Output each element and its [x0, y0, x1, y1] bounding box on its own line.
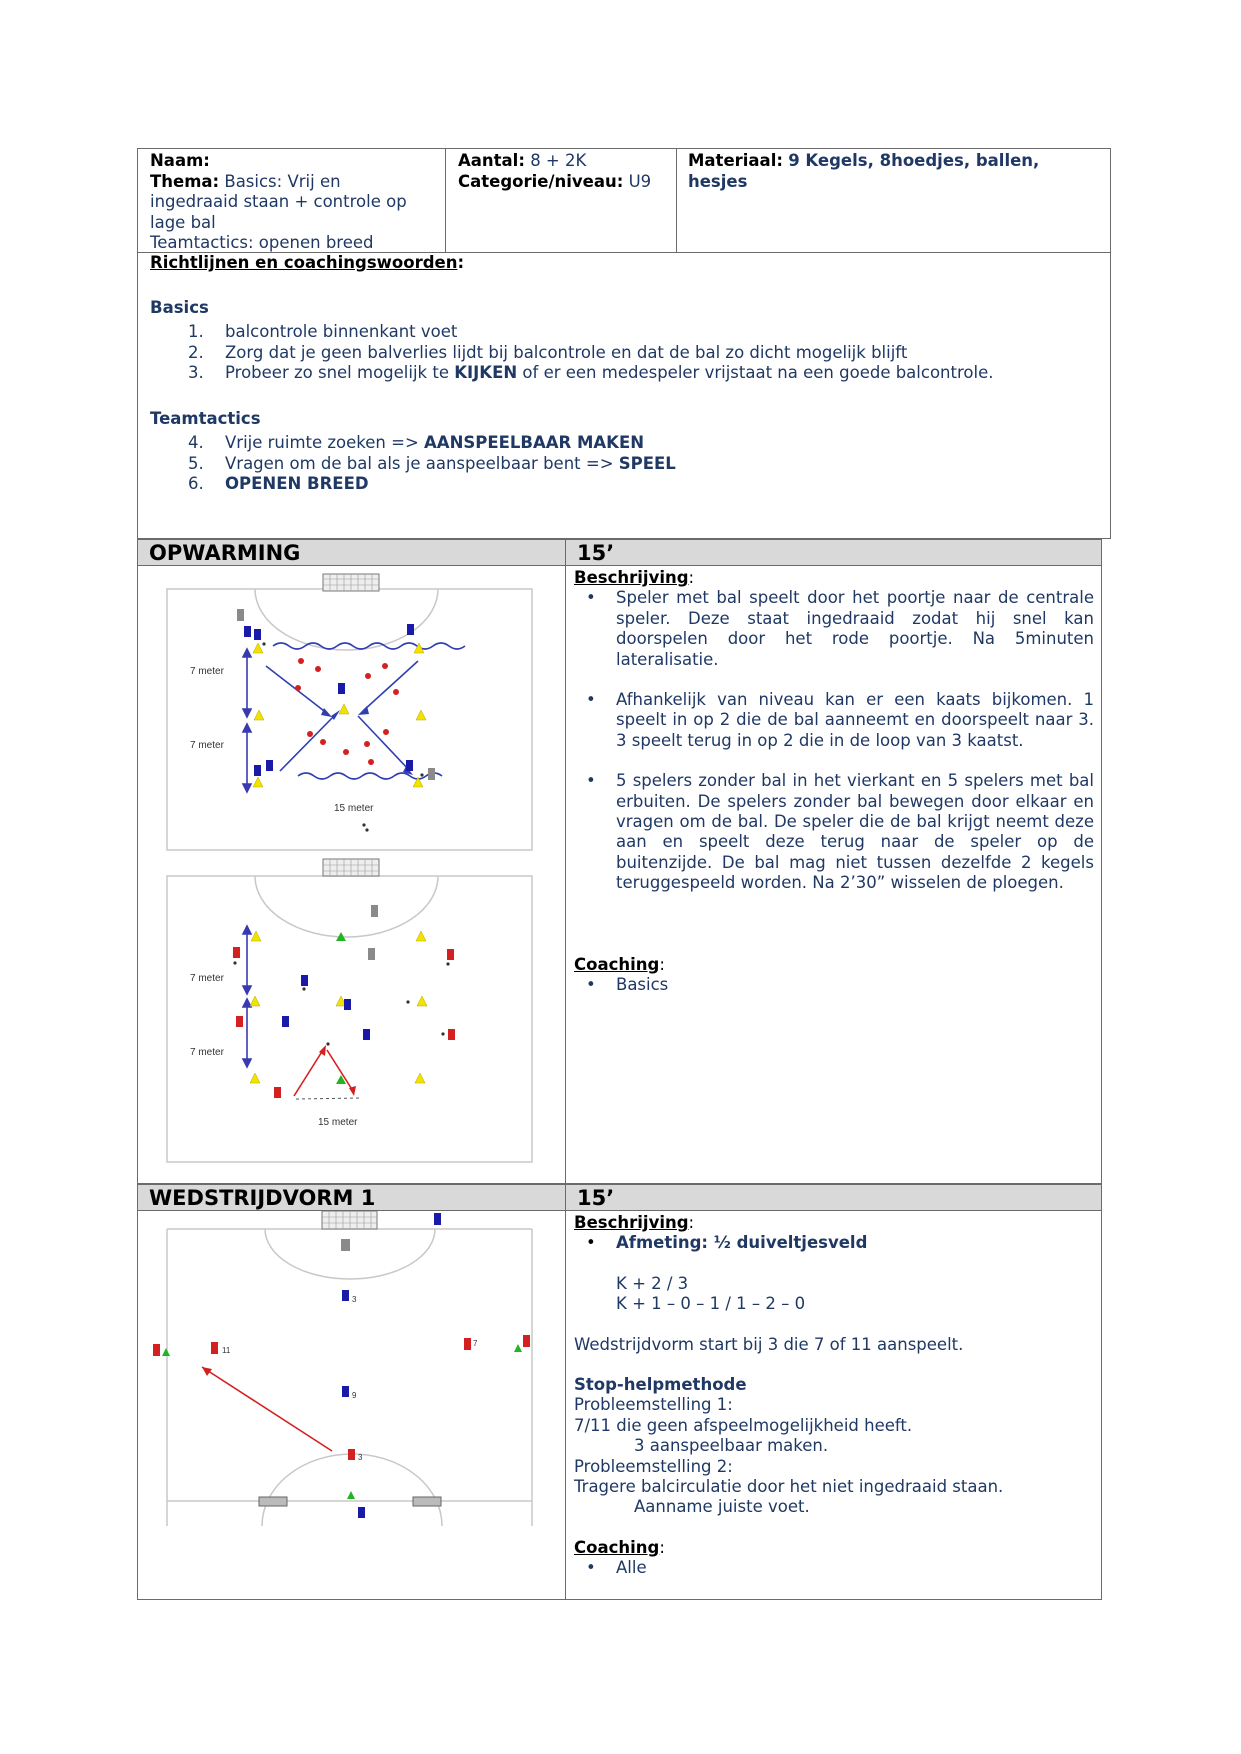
- problem-text: Tragere balcirculatie door het niet ingedraaid staan.: [574, 1477, 1004, 1497]
- thema-label: Thema:: [150, 171, 220, 191]
- colon: :: [688, 568, 695, 587]
- list-item: [150, 474, 1100, 495]
- naam-label: Naam:: [150, 151, 210, 170]
- description-bullet: • Afhankelijk van niveau kan er een kaats bijkomen. 1 speelt in op 2 die de bal aanneemt en doorspeelt naar 3. 3 speelt terug in op 2 die in de loop van 3 kaatst.: [574, 690, 1094, 751]
- list-item: [150, 343, 1100, 364]
- item-text: of er een medespeler vrijstaat na een goede balcontrole.: [517, 363, 994, 382]
- label-7-meter: 7 meter: [190, 1047, 224, 1058]
- column-divider: [565, 540, 566, 1183]
- players: [153, 1213, 530, 1518]
- coaching-label: Coaching: [574, 1537, 660, 1557]
- problem-solution: 3 aanspeelbaar maken.: [634, 1436, 829, 1456]
- start-text: Wedstrijdvorm start bij 3 die 7 of 11 aanspeelt.: [574, 1334, 964, 1354]
- afmeting: Afmeting: ½ duiveltjesveld: [616, 1233, 868, 1253]
- categorie-value: U9: [628, 171, 652, 191]
- small-goal-icon: [413, 1497, 441, 1506]
- colon: :: [457, 253, 465, 272]
- coaching-item: • Basics: [574, 975, 1094, 995]
- problem-label: Probleemstelling 1:: [574, 1395, 733, 1415]
- coaching-label: Coaching: [574, 954, 660, 974]
- penalty-arc: [265, 1229, 435, 1279]
- label-7-meter: 7 meter: [190, 666, 224, 677]
- warmup-diagram: [138, 566, 564, 1185]
- materiaal-value-line: hesjes: [688, 171, 748, 191]
- label-15-meter: 15 meter: [318, 1117, 358, 1128]
- aantal-cell: [458, 151, 673, 192]
- thema-value-line: lage bal: [150, 212, 216, 232]
- label-7-meter: 7 meter: [190, 973, 224, 984]
- formation: K + 2 / 3: [616, 1273, 689, 1293]
- opwarming-section: [137, 539, 1102, 1184]
- basics-heading: Basics: [150, 297, 209, 317]
- coaching-item: • Alle: [574, 1558, 1094, 1578]
- wedstrijdvorm-duration: 15’: [577, 1186, 615, 1210]
- problem-solution: Aanname juiste voet.: [634, 1497, 810, 1517]
- opwarming-title-bar: [138, 540, 1101, 566]
- problem-label: Probleemstelling 2:: [574, 1456, 733, 1476]
- list-item: [150, 322, 1100, 343]
- column-divider: [565, 1185, 566, 1599]
- player-number: 9: [352, 1391, 357, 1400]
- item-emphasis: SPEEL: [618, 453, 676, 473]
- naam-thema-cell: [150, 151, 440, 254]
- player-number: 11: [222, 1346, 231, 1355]
- beschrijving-label: Beschrijving: [574, 1213, 689, 1232]
- player-number: 3: [358, 1453, 363, 1462]
- wedstrijdvorm-description: [574, 1213, 1094, 1579]
- goal-icon: [322, 1211, 377, 1229]
- item-number: 6.: [188, 474, 204, 493]
- player-number: 7: [473, 1339, 478, 1348]
- player-number: 3: [352, 1295, 357, 1304]
- item-number: 1.: [188, 322, 204, 341]
- materiaal-label: Materiaal:: [688, 151, 783, 170]
- column-divider: [445, 149, 446, 252]
- list-item: [150, 454, 1100, 475]
- match-diagram: [138, 1211, 564, 1601]
- pass-arrow: [202, 1367, 332, 1451]
- categorie-label: Categorie/niveau:: [458, 171, 624, 191]
- item-number: 4.: [188, 433, 204, 452]
- label-15-meter: 15 meter: [334, 803, 374, 814]
- item-emphasis: AANSPEELBAAR MAKEN: [424, 433, 645, 452]
- colon: :: [688, 1213, 695, 1232]
- wedstrijdvorm-section: [137, 1184, 1102, 1600]
- item-number: 3.: [188, 363, 204, 382]
- stop-heading: Stop-helpmethode: [574, 1375, 747, 1395]
- item-emphasis: KIJKEN: [454, 363, 518, 382]
- opwarming-description: [574, 568, 1094, 996]
- materiaal-value: 9 Kegels, 8hoedjes, ballen,: [788, 151, 1040, 170]
- wedstrijdvorm-title-bar: [138, 1185, 1101, 1211]
- item-emphasis: OPENEN BREED: [225, 474, 369, 493]
- item-text: balcontrole binnenkant voet: [225, 322, 458, 341]
- item-number: 2.: [188, 342, 204, 362]
- aantal-value: 8 + 2K: [530, 151, 587, 170]
- item-text: Vragen om de bal als je aanspeelbaar bent =>: [225, 453, 619, 473]
- list-item: [150, 363, 1100, 384]
- wedstrijdvorm-title: WEDSTRIJDVORM 1: [149, 1186, 376, 1210]
- opwarming-duration: 15’: [577, 541, 615, 565]
- session-header-table: [137, 148, 1111, 539]
- item-number: 5.: [188, 453, 204, 473]
- description-bullet: • Speler met bal speelt door het poortje naar de centrale speler. Deze staat ingedraaid zodat hij snel kan doorspelen door het rode poortje. Na 5minuten lateralisatie.: [574, 588, 1094, 670]
- small-goal-icon: [259, 1497, 287, 1506]
- opwarming-title: OPWARMING: [149, 541, 301, 565]
- item-text: Zorg dat je geen balverlies lijdt bij balcontrole en dat de bal zo dicht mogelijk blijft: [225, 342, 908, 362]
- formation: K + 1 – 0 – 1 / 1 – 2 – 0: [616, 1294, 806, 1314]
- richtlijnen-title: Richtlijnen en coachingswoorden: [150, 253, 458, 272]
- richtlijnen-cell: [150, 253, 1100, 495]
- item-text: Probeer zo snel mogelijk te: [225, 363, 455, 382]
- center-arc: [262, 1454, 442, 1526]
- item-text: Vrije ruimte zoeken =>: [225, 433, 425, 452]
- basics-list: [150, 322, 1100, 384]
- colon: :: [659, 954, 665, 974]
- teamtactics-list: [150, 433, 1100, 495]
- label-7-meter: 7 meter: [190, 740, 224, 751]
- colon: :: [659, 1537, 665, 1557]
- arrow-head: [202, 1367, 212, 1376]
- problem-text: 7/11 die geen afspeelmogelijkheid heeft.: [574, 1415, 913, 1435]
- materiaal-cell: [688, 151, 1108, 192]
- aantal-label: Aantal:: [458, 151, 525, 170]
- thema-value-line: ingedraaid staan + controle op: [150, 192, 407, 211]
- teamtactics-value: Teamtactics: openen breed: [150, 233, 374, 252]
- beschrijving-label: Beschrijving: [574, 568, 689, 587]
- description-bullet: • 5 spelers zonder bal in het vierkant en 5 spelers met bal erbuiten. De spelers zonder bal bewegen door elkaar en vragen om de bal. De speler die de bal krijgt neemt deze aan en speelt deze terug naar de speler op de buitenzijde. De bal mag niet tussen dezelfde 2 kegels teruggespeeld worden. Na 2’30” wisselen de ploegen.: [574, 771, 1094, 893]
- thema-value: Basics: Vrij en: [224, 171, 341, 191]
- column-divider: [676, 149, 677, 252]
- list-item: [150, 433, 1100, 454]
- teamtactics-heading: Teamtactics: [150, 408, 261, 428]
